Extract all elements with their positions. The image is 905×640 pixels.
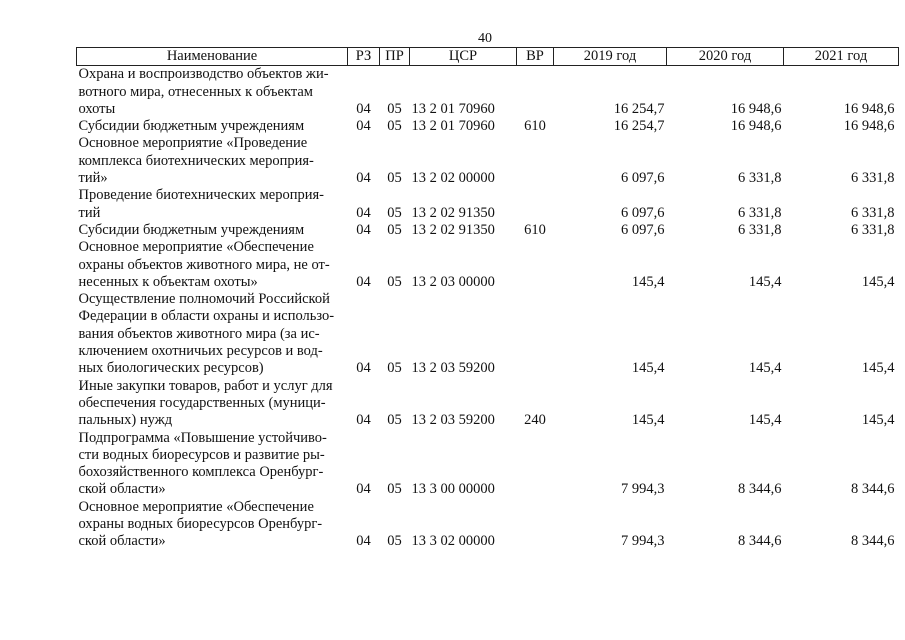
cell-2021: 8 344,6 xyxy=(851,533,895,550)
cell-rz: 04 xyxy=(356,481,371,498)
cell-csr: 13 2 02 00000 xyxy=(411,170,495,187)
table-row xyxy=(77,499,899,551)
cell-csr: 13 2 03 59200 xyxy=(411,412,495,429)
cell-2019: 145,4 xyxy=(631,412,665,429)
column-header-2021: 2021 год xyxy=(784,48,899,66)
name-line: комплекса биотехнических мероприя- xyxy=(78,152,314,169)
cell-2020: 16 948,6 xyxy=(730,118,782,135)
cell-csr: 13 2 03 59200 xyxy=(411,360,495,377)
column-header-csr: ЦСР xyxy=(410,48,517,66)
cell-name xyxy=(77,430,348,499)
cell-pr: 05 xyxy=(387,481,402,498)
cell-rz: 04 xyxy=(356,273,371,290)
cell-2021: 16 948,6 xyxy=(843,118,895,135)
name-line: тий xyxy=(78,204,101,221)
cell-vr: 610 xyxy=(524,118,546,135)
table-row xyxy=(77,118,899,135)
cell-name xyxy=(77,239,348,291)
cell-2019: 6 097,6 xyxy=(621,204,665,221)
page-number: 40 xyxy=(478,31,492,46)
name-line: ключением охотничьих ресурсов и вод- xyxy=(78,343,323,360)
name-line: охраны объектов животного мира, не от- xyxy=(78,256,330,273)
cell-vr xyxy=(517,66,554,118)
cell-2021: 6 331,8 xyxy=(851,221,895,238)
cell-2019: 7 994,3 xyxy=(621,481,665,498)
cell-vr: 240 xyxy=(524,412,546,429)
name-line: Проведение биотехнических мероприя- xyxy=(78,187,325,204)
cell-csr: 13 3 02 00000 xyxy=(411,533,495,550)
cell-pr: 05 xyxy=(387,221,402,238)
table-row xyxy=(77,378,899,430)
cell-pr: 05 xyxy=(387,412,402,429)
table-row xyxy=(77,291,899,377)
table-row xyxy=(77,187,899,222)
name-line: ных биологических ресурсов) xyxy=(78,360,264,377)
name-line: Основное мероприятие «Проведение xyxy=(78,135,308,152)
cell-rz: 04 xyxy=(356,412,371,429)
name-line: Осуществление полномочий Российской xyxy=(78,291,330,308)
cell-name xyxy=(77,378,348,430)
name-line: охраны водных биоресурсов Оренбург- xyxy=(78,516,323,533)
cell-2019: 7 994,3 xyxy=(621,533,665,550)
cell-pr: 05 xyxy=(387,360,402,377)
cell-name xyxy=(77,135,348,187)
table-row xyxy=(77,239,899,291)
table-row xyxy=(77,135,899,187)
cell-csr: 13 2 02 91350 xyxy=(411,204,495,221)
cell-2021: 145,4 xyxy=(861,273,895,290)
cell-2019: 16 254,7 xyxy=(613,118,665,135)
cell-2020: 6 331,8 xyxy=(738,221,782,238)
cell-2021: 145,4 xyxy=(861,360,895,377)
cell-csr: 13 2 03 00000 xyxy=(411,273,495,290)
cell-csr: 13 2 01 70960 xyxy=(411,118,495,135)
cell-vr xyxy=(517,430,554,499)
cell-name xyxy=(77,118,348,135)
column-header-name: Наименование xyxy=(77,48,348,66)
name-line: вания объектов животного мира (за ис- xyxy=(78,325,320,342)
cell-2020: 6 331,8 xyxy=(738,170,782,187)
cell-pr: 05 xyxy=(387,118,402,135)
name-line: Основное мероприятие «Обеспечение xyxy=(78,498,314,515)
column-header-vr: ВР xyxy=(517,48,554,66)
cell-2020: 16 948,6 xyxy=(730,100,782,117)
cell-rz: 04 xyxy=(356,170,371,187)
table-body xyxy=(77,66,899,551)
cell-name xyxy=(77,66,348,118)
cell-2021: 145,4 xyxy=(861,412,895,429)
cell-csr: 13 2 01 70960 xyxy=(411,100,495,117)
name-line: Федерации в области охраны и использо- xyxy=(78,308,335,325)
cell-2021: 16 948,6 xyxy=(843,100,895,117)
name-line: сти водных биоресурсов и развитие ры- xyxy=(78,446,325,463)
cell-rz: 04 xyxy=(356,204,371,221)
name-line: Подпрограмма «Повышение устойчиво- xyxy=(78,429,327,446)
name-line: ской области» xyxy=(78,481,166,498)
cell-2019: 6 097,6 xyxy=(621,170,665,187)
cell-csr: 13 3 00 00000 xyxy=(411,481,495,498)
cell-2019: 145,4 xyxy=(631,273,665,290)
table-row xyxy=(77,430,899,499)
name-line: Охрана и воспроизводство объектов жи- xyxy=(78,66,329,83)
cell-pr: 05 xyxy=(387,273,402,290)
name-line: бохозяйственного комплекса Оренбург- xyxy=(78,464,324,481)
name-line: несенных к объектам охоты» xyxy=(78,273,258,290)
name-line: пальных) нужд xyxy=(78,412,173,429)
cell-2020: 8 344,6 xyxy=(738,481,782,498)
name-line: Субсидии бюджетным учреждениям xyxy=(78,221,305,238)
header-row xyxy=(77,48,899,66)
column-header-2020: 2020 год xyxy=(667,48,784,66)
cell-2020: 145,4 xyxy=(748,412,782,429)
name-line: ской области» xyxy=(78,533,166,550)
cell-pr: 05 xyxy=(387,170,402,187)
column-header-rz: РЗ xyxy=(348,48,380,66)
cell-name xyxy=(77,291,348,377)
cell-pr: 05 xyxy=(387,100,402,117)
cell-vr xyxy=(517,239,554,291)
cell-pr: 05 xyxy=(387,533,402,550)
column-header-pr: ПР xyxy=(380,48,410,66)
cell-name xyxy=(77,222,348,239)
cell-pr: 05 xyxy=(387,204,402,221)
cell-2021: 6 331,8 xyxy=(851,204,895,221)
cell-2020: 8 344,6 xyxy=(738,533,782,550)
cell-2019: 16 254,7 xyxy=(613,100,665,117)
table-row xyxy=(77,222,899,239)
cell-rz: 04 xyxy=(356,360,371,377)
cell-2019: 6 097,6 xyxy=(621,221,665,238)
cell-vr xyxy=(517,187,554,222)
cell-name xyxy=(77,499,348,551)
name-line: вотного мира, отнесенных к объектам xyxy=(78,83,313,100)
cell-vr xyxy=(517,135,554,187)
name-line: тий» xyxy=(78,170,108,187)
table-row xyxy=(77,66,899,118)
cell-name xyxy=(77,187,348,222)
name-line: Основное мероприятие «Обеспечение xyxy=(78,239,314,256)
column-header-2019: 2019 год xyxy=(554,48,667,66)
name-line: Иные закупки товаров, работ и услуг для xyxy=(78,377,333,394)
cell-vr: 610 xyxy=(524,221,546,238)
cell-rz: 04 xyxy=(356,221,371,238)
budget-table xyxy=(76,47,899,551)
cell-rz: 04 xyxy=(356,100,371,117)
cell-2021: 8 344,6 xyxy=(851,481,895,498)
name-line: обеспечения государственных (муници- xyxy=(78,394,326,411)
cell-2020: 145,4 xyxy=(748,273,782,290)
cell-2019: 145,4 xyxy=(631,360,665,377)
cell-rz: 04 xyxy=(356,118,371,135)
name-line: охоты xyxy=(78,100,116,117)
cell-2021: 6 331,8 xyxy=(851,170,895,187)
cell-2020: 145,4 xyxy=(748,360,782,377)
name-line: Субсидии бюджетным учреждениям xyxy=(78,118,305,135)
cell-vr xyxy=(517,499,554,551)
cell-2020: 6 331,8 xyxy=(738,204,782,221)
cell-csr: 13 2 02 91350 xyxy=(411,221,495,238)
cell-vr xyxy=(517,291,554,377)
cell-rz: 04 xyxy=(356,533,371,550)
